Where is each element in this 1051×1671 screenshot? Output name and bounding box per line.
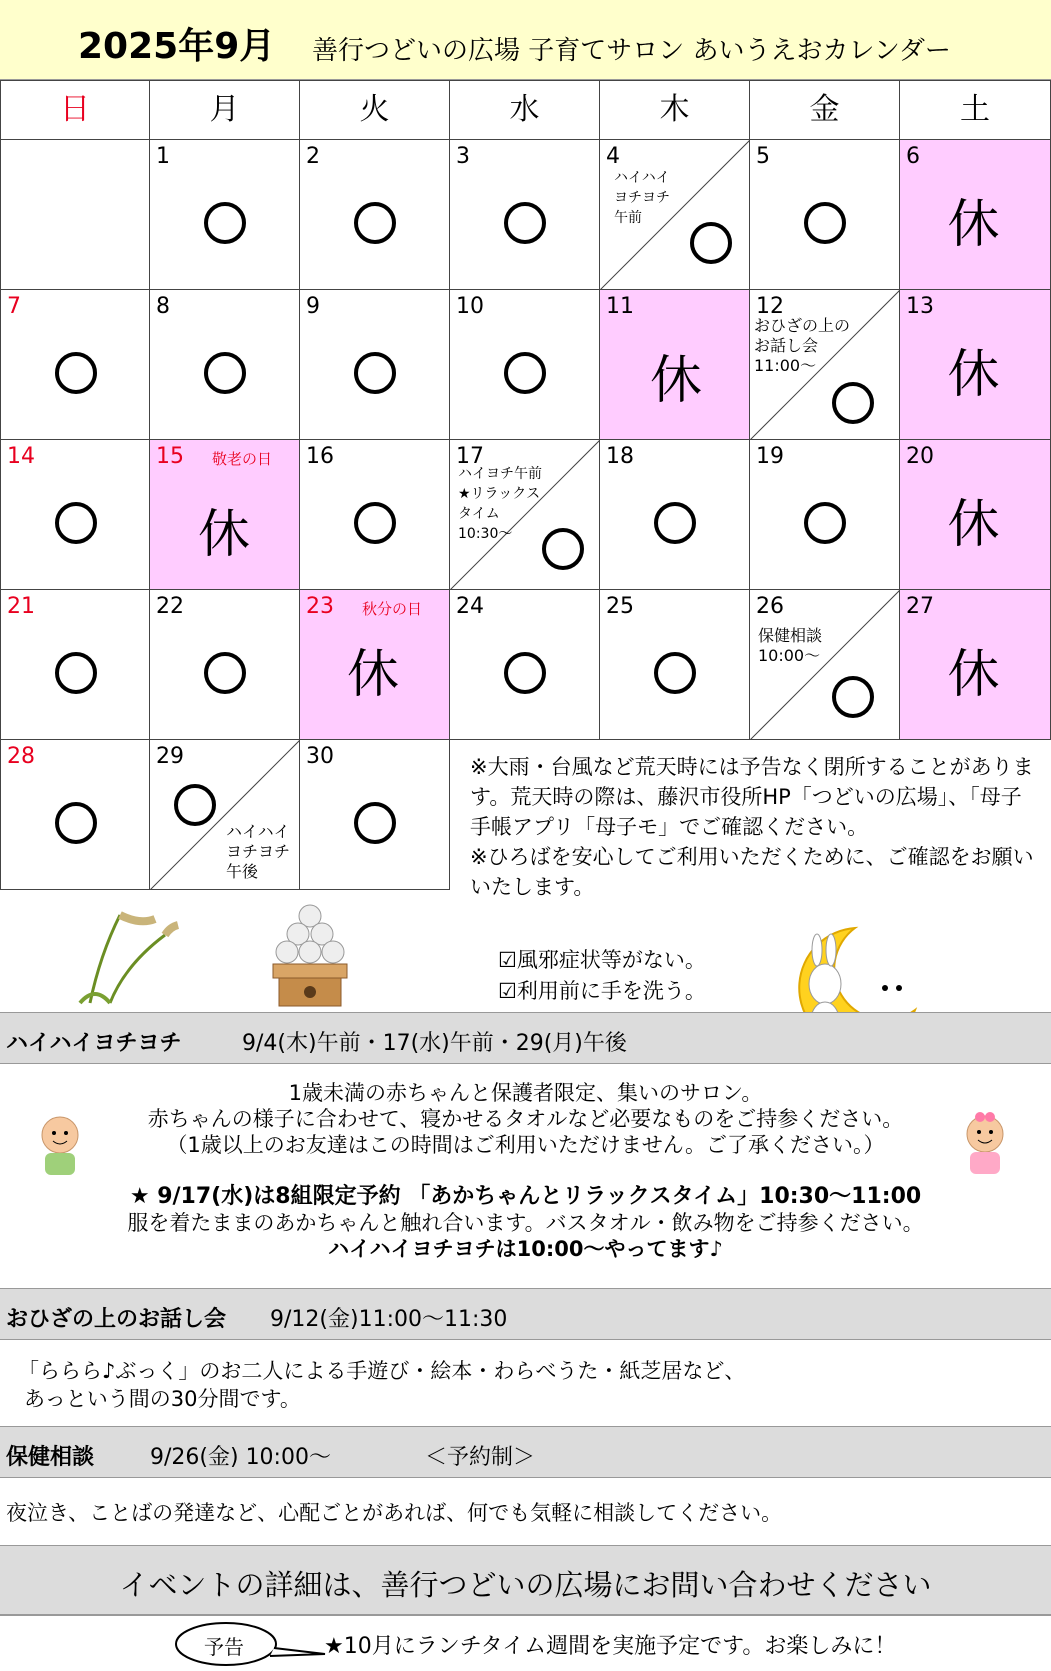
haihai-title: ハイハイヨチヨチ — [6, 1031, 182, 1056]
open-mark-circle — [654, 502, 696, 544]
day-cell-13 — [900, 290, 1051, 440]
day-number: 20 — [906, 444, 934, 469]
open-mark-circle — [55, 802, 97, 844]
closed-mark: 休 — [198, 505, 251, 565]
closed-mark: 休 — [947, 495, 1000, 555]
closed-mark: 休 — [947, 345, 1000, 405]
event-note-line: タイム — [458, 506, 500, 522]
open-mark-circle — [832, 676, 874, 718]
open-mark-circle — [804, 502, 846, 544]
susuki-grass-icon — [70, 905, 180, 1005]
hoken-body: 夜泣き、ことばの発達など、心配ごとがあれば、何でも気軽に相談してください。 — [6, 1501, 783, 1525]
weekday-5: 金 — [750, 80, 900, 140]
day-number: 14 — [7, 444, 35, 469]
day-number: 27 — [906, 594, 934, 619]
day-cell-10 — [450, 290, 600, 440]
open-mark-circle — [504, 202, 546, 244]
day-cell-25 — [600, 590, 750, 740]
day-cell-23 — [300, 590, 450, 740]
day-cell-3 — [450, 140, 600, 290]
day-cell-2 — [300, 140, 450, 290]
contact-banner — [0, 1545, 1051, 1615]
day-number: 11 — [606, 294, 634, 319]
day-cell-15 — [150, 440, 300, 590]
event-note — [758, 626, 822, 666]
holiday-label: 秋分の日 — [362, 600, 423, 618]
day-cell-19 — [750, 440, 900, 590]
page-title: 2025年9月 — [78, 26, 276, 67]
closed-mark: 休 — [947, 195, 1000, 255]
open-mark-circle — [55, 352, 97, 394]
hoken-title: 保健相談 — [6, 1445, 95, 1470]
day-number: 2 — [306, 144, 320, 169]
yokoku-callout — [170, 1620, 330, 1668]
day-cell-22 — [150, 590, 300, 740]
day-number: 24 — [456, 594, 484, 619]
weekday-6: 土 — [900, 80, 1051, 140]
hoken-reserve: ＜予約制＞ — [425, 1445, 536, 1470]
event-note-line: ハイハイ — [614, 170, 670, 186]
ohiza-line-1: 「ららら♪ぶっく」のお二人による手遊び・絵本・わらべうた・紙芝居など、 — [18, 1359, 746, 1383]
event-note-line: ヨチヨチ — [614, 190, 670, 206]
day-cell-30 — [300, 740, 450, 890]
open-mark-circle — [690, 222, 732, 264]
hoken-date: 9/26(金) 10:00〜 — [150, 1445, 331, 1470]
page-subtitle: 善行つどいの広場 子育てサロン あいうえおカレンダー — [312, 36, 951, 66]
day-number: 29 — [156, 744, 184, 769]
day-number: 7 — [7, 294, 21, 319]
open-mark-circle — [55, 502, 97, 544]
event-note — [754, 316, 850, 376]
day-cell-20 — [900, 440, 1051, 590]
day-number: 16 — [306, 444, 334, 469]
weekday-4: 木 — [600, 80, 750, 140]
open-mark-circle — [832, 382, 874, 424]
day-cell-18 — [600, 440, 750, 590]
haihai-dates: 9/4(木)午前・17(水)午前・29(月)午後 — [242, 1031, 627, 1056]
event-note-line: ハイヨチ午前 — [458, 466, 542, 482]
day-cell-14 — [0, 440, 150, 590]
notice-text — [470, 752, 1040, 902]
announce-text: ★10月にランチタイム週間を実施予定です。お楽しみに！ — [324, 1634, 897, 1659]
day-number: 4 — [606, 144, 620, 169]
yokoku-label: 予告 — [204, 1635, 244, 1659]
day-number: 5 — [756, 144, 770, 169]
open-mark-circle — [542, 528, 584, 570]
day-number: 1 — [156, 144, 170, 169]
haihai-line-2: 赤ちゃんの様子に合わせて、寝かせるタオルなど必要なものをご持参ください。 — [147, 1107, 904, 1131]
haihai-body — [0, 1080, 1051, 1262]
haihai-line-3: （1歳以上のお友達はこの時間はご利用いただけません。ご了承ください。） — [166, 1133, 885, 1157]
contact-text: イベントの詳細は、善行つどいの広場にお問い合わせください — [119, 1568, 932, 1602]
day-cell-11 — [600, 290, 750, 440]
footer-announcement — [0, 1615, 1051, 1671]
check-no-cold: ☑風邪症状等がない。 — [498, 948, 706, 972]
day-number: 26 — [756, 594, 784, 619]
open-mark-circle — [504, 352, 546, 394]
day-number: 3 — [456, 144, 470, 169]
open-mark-circle — [55, 652, 97, 694]
hoken-header — [0, 1426, 1051, 1478]
day-cell-27 — [900, 590, 1051, 740]
day-cell-6 — [900, 140, 1051, 290]
haihai-header — [0, 1012, 1051, 1064]
day-number: 10 — [456, 294, 484, 319]
haihai-line-6: ハイハイヨチヨチは10:00〜やってます♪ — [328, 1237, 723, 1261]
weekday-1: 月 — [150, 80, 300, 140]
day-number: 21 — [7, 594, 35, 619]
holiday-label: 敬老の日 — [212, 450, 273, 468]
weekday-0: 日 — [0, 80, 150, 140]
event-note-line: 保健相談 — [758, 626, 823, 645]
event-note-line: お話し会 — [754, 336, 819, 355]
event-note-line: 10:00〜 — [758, 646, 821, 665]
open-mark-circle — [174, 784, 216, 826]
day-number: 9 — [306, 294, 320, 319]
event-note — [614, 168, 670, 228]
closed-mark: 休 — [650, 351, 703, 411]
baby-girl-icon — [960, 1112, 1010, 1184]
relax-time-line: ★ 9/17(水)は8組限定予約 「あかちゃんとリラックスタイム」10:30〜11:00 — [129, 1184, 922, 1209]
haihai-line-5: 服を着たままのあかちゃんと触れ合います。バスタオル・飲み物をご持参ください。 — [127, 1211, 924, 1235]
closed-mark: 休 — [947, 645, 1000, 705]
open-mark-circle — [204, 352, 246, 394]
open-mark-circle — [504, 652, 546, 694]
haihai-line-1: 1歳未満の赤ちゃんと保護者限定、集いのサロン。 — [288, 1081, 763, 1105]
day-cell-12 — [750, 290, 900, 440]
event-note-line: ヨチヨチ — [226, 842, 291, 861]
event-note-line: ハイハイ — [226, 822, 290, 841]
ohiza-date: 9/12(金)11:00〜11:30 — [270, 1307, 508, 1332]
open-mark-circle — [204, 202, 246, 244]
check-wash-hands: ☑利用前に手を洗う。 — [498, 979, 706, 1003]
event-note-line: ★リラックス — [458, 486, 541, 502]
event-note — [226, 822, 290, 882]
day-number: 17 — [456, 444, 484, 469]
empty-day-cell — [0, 140, 150, 290]
weekday-2: 火 — [300, 80, 450, 140]
tsukimi-dango-icon — [265, 900, 355, 1010]
baby-boy-icon — [35, 1115, 85, 1185]
event-note-line: 午前 — [614, 210, 642, 226]
open-mark-circle — [354, 202, 396, 244]
ohiza-line-2: あっという間の30分間です。 — [24, 1387, 301, 1411]
event-note-line: 午後 — [226, 862, 259, 881]
ohiza-body — [18, 1357, 1051, 1413]
day-number: 13 — [906, 294, 934, 319]
day-number: 23 — [306, 594, 334, 619]
weekday-3: 水 — [450, 80, 600, 140]
day-cell-17 — [450, 440, 600, 590]
page-header — [0, 0, 1051, 80]
day-number: 15 — [156, 444, 184, 469]
day-cell-5 — [750, 140, 900, 290]
open-mark-circle — [354, 802, 396, 844]
open-mark-circle — [804, 202, 846, 244]
event-note-line: 10:30〜 — [458, 526, 513, 542]
day-number: 12 — [756, 294, 784, 319]
day-cell-29 — [150, 740, 300, 890]
open-mark-circle — [204, 652, 246, 694]
day-number: 25 — [606, 594, 634, 619]
closed-mark: 休 — [347, 645, 400, 705]
day-cell-4 — [600, 140, 750, 290]
open-mark-circle — [354, 352, 396, 394]
day-number: 22 — [156, 594, 184, 619]
day-number: 6 — [906, 144, 920, 169]
day-cell-9 — [300, 290, 450, 440]
day-number: 18 — [606, 444, 634, 469]
event-note — [458, 464, 542, 544]
day-cell-7 — [0, 290, 150, 440]
day-cell-26 — [750, 590, 900, 740]
event-note-line: 11:00〜 — [754, 356, 817, 375]
day-number: 8 — [156, 294, 170, 319]
ohiza-title: おひざの上のお話し会 — [6, 1307, 227, 1332]
day-cell-8 — [150, 290, 300, 440]
day-cell-16 — [300, 440, 450, 590]
event-note-line: おひざの上の — [754, 316, 851, 335]
day-cell-21 — [0, 590, 150, 740]
notice-weather: ※大雨・台風など荒天時には予告なく閉所することがあります。荒天時の際は、藤沢市役所HP「つどいの広場」、「母子手帳アプリ「母子モ」でご確認ください。 — [470, 755, 1034, 839]
day-cell-28 — [0, 740, 150, 890]
open-mark-circle — [654, 652, 696, 694]
notice-request: ※ひろばを安心してご利用いただくために、ご確認をお願いいたします。 — [470, 845, 1034, 899]
day-number: 19 — [756, 444, 784, 469]
day-number: 28 — [7, 744, 35, 769]
day-cell-1 — [150, 140, 300, 290]
ohiza-header — [0, 1288, 1051, 1340]
day-number: 30 — [306, 744, 334, 769]
open-mark-circle — [354, 502, 396, 544]
day-cell-24 — [450, 590, 600, 740]
